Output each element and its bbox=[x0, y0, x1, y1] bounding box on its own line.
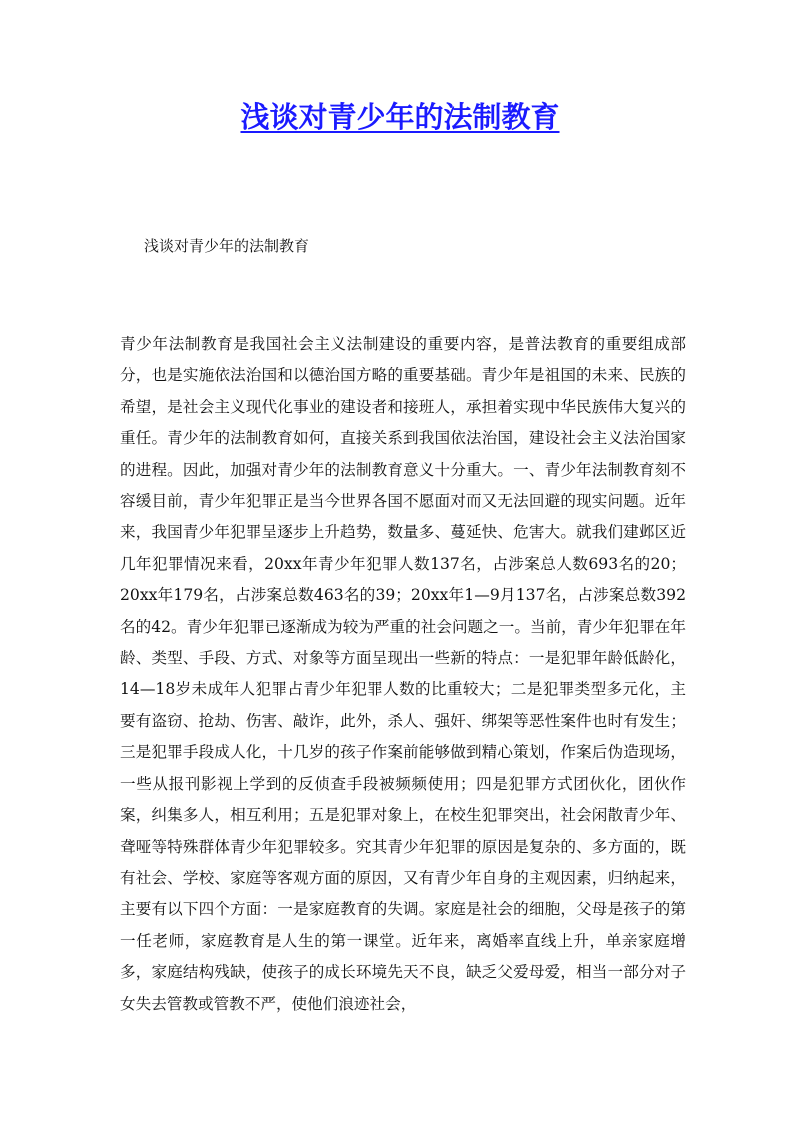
document-subtitle: 浅谈对青少年的法制教育 bbox=[144, 237, 310, 255]
body-paragraph: 青少年法制教育是我国社会主义法制建设的重要内容，是普法教育的重要组成部分，也是实施依法治国和以德治国方略的重要基础。青少年是祖国的未来、民族的希望，是社会主义现代化事业的建设者和接班人，承担着实现中华民族伟大复兴的重任。青少年的法制教育如何，直接关系到我国依法治国，建设社会主义法治国家的进程。因此，加强对青少年的法制教育意义十分重大。一、青少年法制教育刻不容缓目前，青少年犯罪正是当今世界各国不愿面对而又无法回避的现实问题。近年来，我国青少年犯罪呈逐步上升趋势，数量多、蔓延快、危害大。就我们建邺区近几年犯罪情况来看，20xx年青少年犯罪人数137名，占涉案总人数693名的20；20xx年179名，占涉案总数463名的39；20xx年1—9月137名，占涉案总数392名的42。青少年犯罪已逐渐成为较为严重的社会问题之一。当前，青少年犯罪在年龄、类型、手段、方式、对象等方面呈现出一些新的特点：一是犯罪年龄低龄化，14—18岁未成年人犯罪占青少年犯罪人数的比重较大；二是犯罪类型多元化，主要有盗窃、抢劫、伤害、敲诈，此外，杀人、强奸、绑架等恶性案件也时有发生；三是犯罪手段成人化，十几岁的孩子作案前能够做到精心策划，作案后伪造现场，一些从报刊影视上学到的反侦查手段被频频使用；四是犯罪方式团伙化，团伙作案，纠集多人，相互利用；五是犯罪对象上，在校生犯罪突出，社会闲散青少年、聋哑等特殊群体青少年犯罪较多。究其青少年犯罪的原因是复杂的、多方面的，既有社会、学校、家庭等客观方面的原因，又有青少年自身的主观因素，归纳起来，主要有以下四个方面：一是家庭教育的失调。家庭是社会的细胞，父母是孩子的第一任老师，家庭教育是人生的第一课堂。近年来，离婚率直线上升，单亲家庭增多，家庭结构残缺，使孩子的成长环境先天不良，缺乏父爱母爱，相当一部分对子女失去管教或管教不严，使他们浪迹社会， bbox=[120, 335, 686, 1013]
document-title: 浅谈对青少年的法制教育 bbox=[240, 100, 560, 134]
